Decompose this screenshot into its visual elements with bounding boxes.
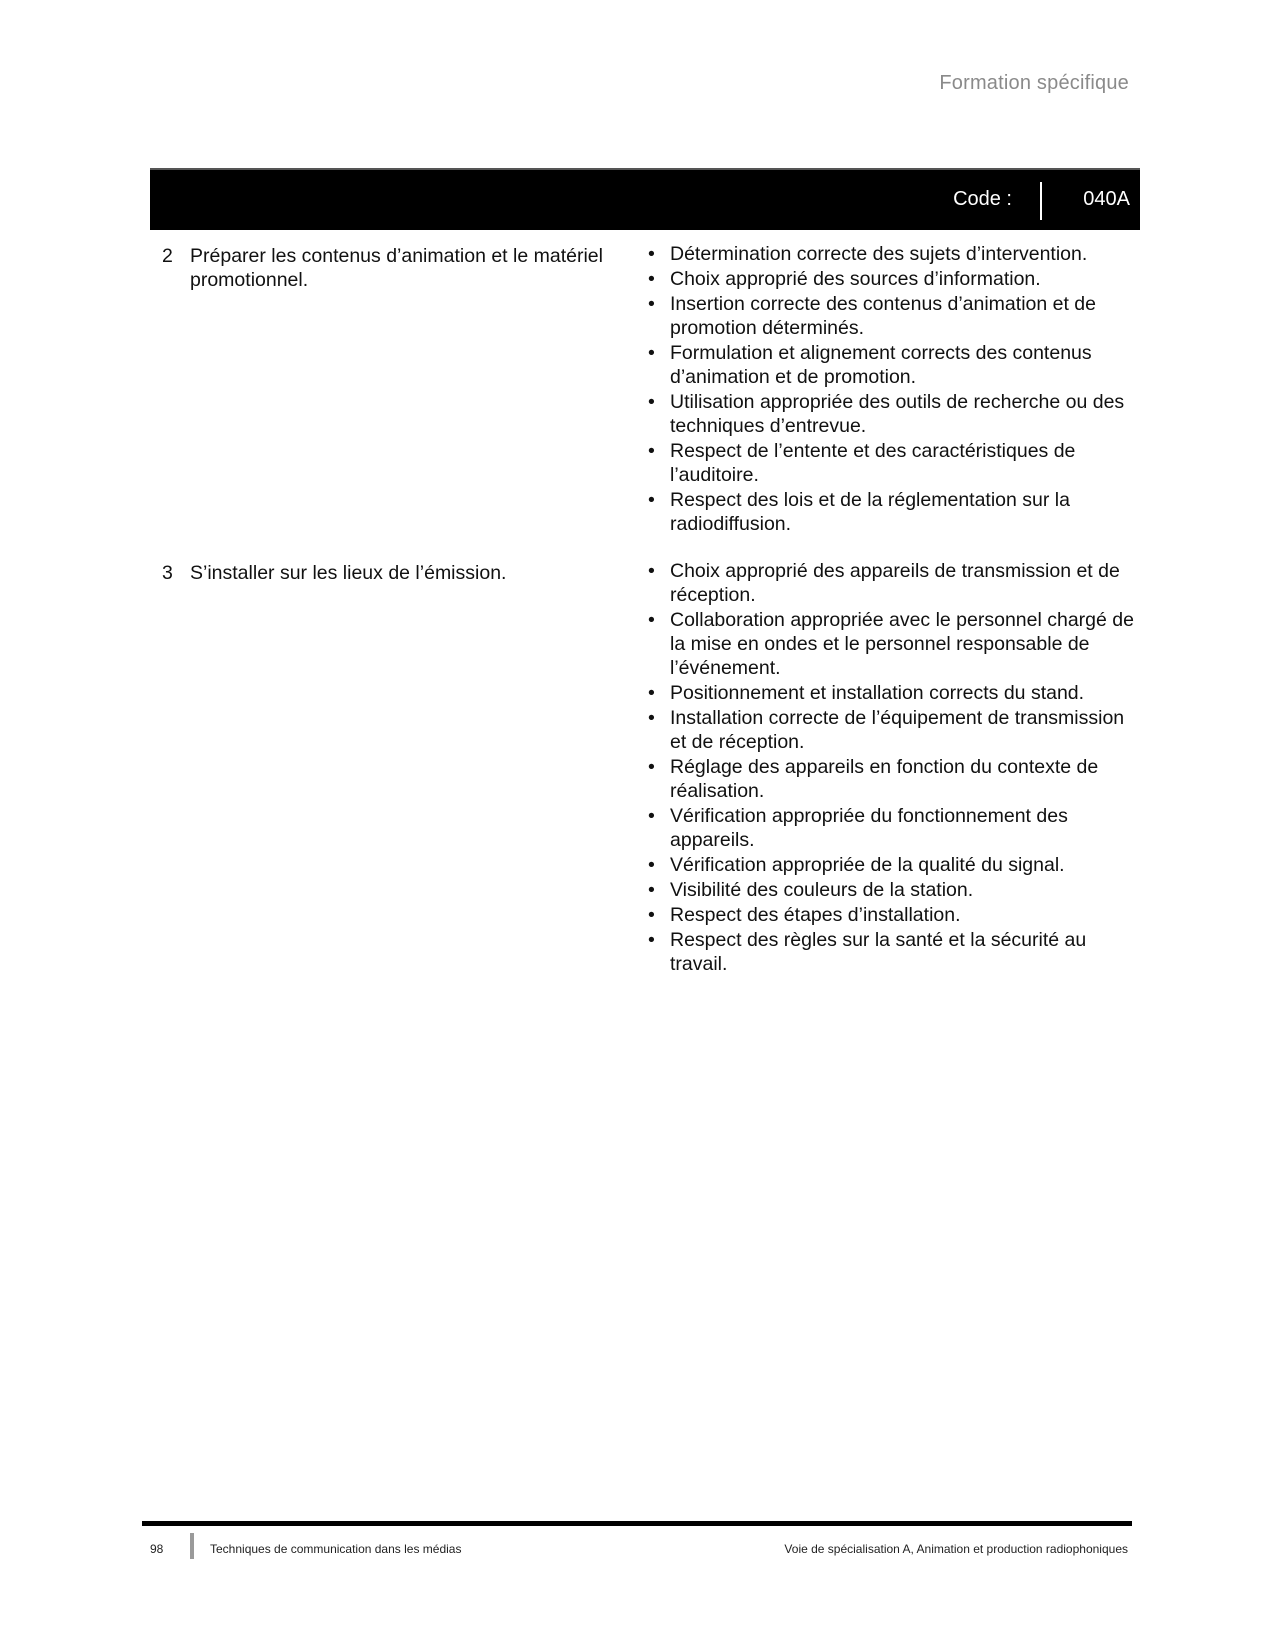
list-item xyxy=(640,903,1140,927)
criterion-text: Insertion correcte des contenus d’animation et de promotion déterminés. xyxy=(670,293,1097,339)
list-item xyxy=(640,681,1140,705)
bullet-icon: • xyxy=(648,609,655,631)
table-row xyxy=(150,559,1140,977)
bullet-icon: • xyxy=(648,342,655,364)
criterion-text: Utilisation appropriée des outils de recherche ou des techniques d’entrevue. xyxy=(670,391,1125,437)
list-item xyxy=(640,390,1140,438)
footer-specialization: Voie de spécialisation A, Animation et production radiophoniques xyxy=(784,1542,1128,1556)
bullet-icon: • xyxy=(648,854,655,876)
list-item xyxy=(640,267,1140,291)
element-number: 3 xyxy=(162,562,173,584)
list-item xyxy=(640,292,1140,340)
list-item xyxy=(640,488,1140,536)
list-item xyxy=(640,706,1140,754)
criterion-text: Visibilité des couleurs de la station. xyxy=(670,879,974,901)
element-cell xyxy=(150,242,640,537)
code-label: Code : xyxy=(953,188,1012,210)
list-item xyxy=(640,928,1140,976)
bullet-icon: • xyxy=(648,440,655,462)
footer-separator xyxy=(190,1533,194,1559)
footer-rule xyxy=(142,1521,1132,1526)
bullet-icon: • xyxy=(648,707,655,729)
running-header: Formation spécifique xyxy=(939,72,1129,94)
bullet-icon: • xyxy=(648,879,655,901)
element-text: Préparer les contenus d’animation et le matériel promotionnel. xyxy=(190,245,603,291)
bullet-icon: • xyxy=(648,805,655,827)
list-item xyxy=(640,853,1140,877)
criteria-cell xyxy=(640,242,1140,537)
list-item xyxy=(640,608,1140,680)
bullet-icon: • xyxy=(648,268,655,290)
page-footer xyxy=(142,1533,1132,1563)
bullet-icon: • xyxy=(648,293,655,315)
criterion-text: Respect des étapes d’installation. xyxy=(670,904,961,926)
list-item xyxy=(640,878,1140,902)
criterion-text: Vérification appropriée de la qualité du signal. xyxy=(670,854,1065,876)
list-item xyxy=(640,755,1140,803)
criterion-text: Choix approprié des sources d’information. xyxy=(670,268,1041,290)
criterion-text: Détermination correcte des sujets d’intervention. xyxy=(670,243,1088,265)
criterion-text: Respect des lois et de la réglementation sur la radiodiffusion. xyxy=(670,489,1070,535)
competency-table xyxy=(150,242,1140,999)
criterion-text: Collaboration appropriée avec le personnel chargé de la mise en ondes et le personnel responsable de l’événement. xyxy=(670,609,1134,679)
code-bar xyxy=(150,168,1140,230)
element-text: S’installer sur les lieux de l’émission. xyxy=(190,562,507,584)
criterion-text: Respect de l’entente et des caractéristiques de l’auditoire. xyxy=(670,440,1076,486)
criterion-text: Formulation et alignement corrects des contenus d’animation et de promotion. xyxy=(670,342,1092,388)
list-item xyxy=(640,242,1140,266)
page-number: 98 xyxy=(150,1542,164,1556)
criterion-text: Installation correcte de l’équipement de transmission et de réception. xyxy=(670,707,1125,753)
bullet-icon: • xyxy=(648,560,655,582)
bullet-icon: • xyxy=(648,929,655,951)
criterion-text: Positionnement et installation corrects du stand. xyxy=(670,682,1085,704)
bullet-icon: • xyxy=(648,489,655,511)
bullet-icon: • xyxy=(648,682,655,704)
bullet-icon: • xyxy=(648,756,655,778)
list-item xyxy=(640,804,1140,852)
bullet-icon: • xyxy=(648,904,655,926)
criteria-cell xyxy=(640,559,1140,977)
criterion-text: Réglage des appareils en fonction du contexte de réalisation. xyxy=(670,756,1099,802)
footer-program-title: Techniques de communication dans les médias xyxy=(210,1542,462,1556)
list-item xyxy=(640,439,1140,487)
list-item xyxy=(640,341,1140,389)
criterion-text: Vérification appropriée du fonctionnement des appareils. xyxy=(670,805,1068,851)
criteria-list xyxy=(640,242,1140,536)
code-separator xyxy=(1040,182,1042,220)
code-value: 040A xyxy=(1083,188,1130,210)
criterion-text: Choix approprié des appareils de transmission et de réception. xyxy=(670,560,1120,606)
bullet-icon: • xyxy=(648,391,655,413)
bullet-icon: • xyxy=(648,243,655,265)
list-item xyxy=(640,559,1140,607)
criterion-text: Respect des règles sur la santé et la sécurité au travail. xyxy=(670,929,1087,975)
criteria-list xyxy=(640,559,1140,976)
element-cell xyxy=(150,559,640,977)
table-row xyxy=(150,242,1140,537)
element-number: 2 xyxy=(162,245,173,267)
